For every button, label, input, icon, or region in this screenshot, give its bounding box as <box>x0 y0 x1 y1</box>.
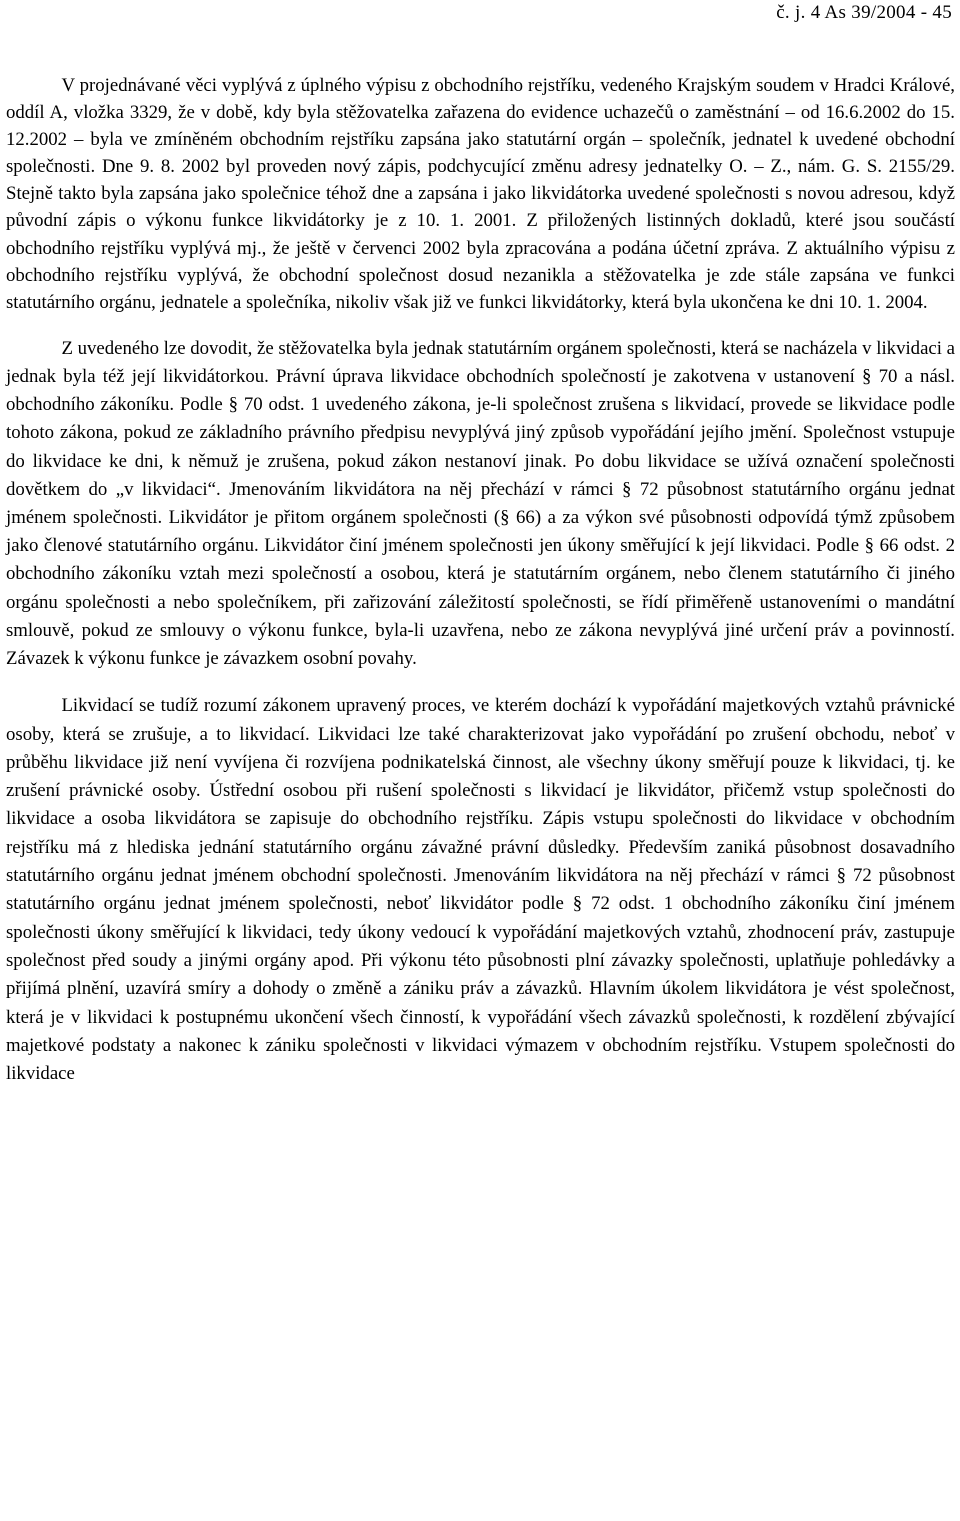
case-reference: č. j. 4 As 39/2004 - 45 <box>776 2 952 23</box>
document-body <box>6 72 955 1088</box>
paragraph-2: Z uvedeného lze dovodit, že stěžovatelka byla jednak statutárním orgánem společnosti, která se nacházela v likvidaci a jednak byla též její likvidátorkou. Právní úprava likvidace obchodních společností je zakotvena v ustanovení § 70 a násl. obchodního zákoníku. Podle § 70 odst. 1 uvedeného zákona, je-li společnost zrušena s likvidací, provede se likvidace podle tohoto zákona, pokud ze základního právního předpisu nevyplývá jiný způsob vypořádání jejího jmění. Společnost vstupuje do likvidace ke dni, k němuž je zrušena, pokud zákon nestanoví jinak. Po dobu likvidace se užívá označení společnosti dovětkem do „v likvidaci“. Jmenováním likvidátora na něj přechází v rámci § 72 působnost statutárního orgánu jednat jménem společnosti. Likvidátor je přitom orgánem společnosti (§ 66) a za výkon své působnosti odpovídá týmž způsobem jako členové statutárního orgánu. Likvidátor činí jménem společnosti jen úkony směřující k její likvidaci. Podle § 66 odst. 2 obchodního zákoníku vztah mezi společností a osobou, která je statutárním orgánem, nebo členem statutárního či jiného orgánu společnosti a nebo společníkem, při zařizování záležitostí společnosti, se řídí přiměřeně ustanoveními o mandátní smlouvě, pokud ze smlouvy o výkonu funkce, byla-li uzavřena, nebo ze zákona nevyplývá jiné určení práv a povinností. Závazek k výkonu funkce je závazkem osobní povahy. <box>6 337 955 670</box>
paragraph-1: V projednávané věci vyplývá z úplného výpisu z obchodního rejstříku, vedeného Krajským soudem v Hradci Králové, oddíl A, vložka 3329, že v době, kdy byla stěžovatelka zařazena do evidence uchazečů o zaměstnání – od 16.6.2002 do 15. 12.2002 – byla ve zmíněném obchodním rejstříku zapsána jako statutární orgán – společník, jednatel k uvedené obchodní společnosti. Dne 9. 8. 2002 byl proveden nový zápis, podchycující změnu adresy jednatelky O. – Z., nám. G. S. 2155/29. Stejně takto byla zapsána jako společnice téhož dne a zapsána i jako likvidátorka uvedené společnosti s novou adresou, když původní zápis o výkonu funkce likvidátorky je z 10. 1. 2001. Z přiložených listinných dokladů, které jsou součástí obchodního rejstříku vyplývá mj., že ještě v červenci 2002 byla zpracována a podána účetní zpráva. Z aktuálního výpisu z obchodního rejstříku vyplývá, že obchodní společnost dosud nezanikla a stěžovatelka je zde stále zapsána ve funkci statutárního orgánu, jednatele a společníka, nikoliv však již ve funkci likvidátorky, která byla ukončena ke dni 10. 1. 2004. <box>6 75 955 313</box>
paragraph-3: Likvidací se tudíž rozumí zákonem upravený proces, ve kterém dochází k vypořádání majetkových vztahů právnické osoby, která se zrušuje, a to likvidací. Likvidaci lze také charakterizovat jako vypořádání po zrušení obchodu, neboť v průběhu likvidace již není vyvíjena či rozvíjena podnikatelská činnost, ale všechny úkony směřují pouze k likvidaci, tj. ke zrušení právnické osoby. Ústřední osobou při rušení společnosti s likvidací je likvidátor, přičemž vstup společnosti do likvidace a osoba likvidátora se zapisuje do obchodního rejstříku. Zápis vstupu společnosti do likvidace v obchodním rejstříku má z hlediska jednání statutárního orgánu závažné právní důsledky. Především zaniká působnost dosavadního statutárního orgánu jednat jménem obchodní společnosti. Jmenováním likvidátora na něj přechází v rámci § 72 působnost statutárního orgánu jednat jménem společnosti, neboť likvidátor podle § 72 odst. 1 obchodního zákoníku činí jménem společnosti úkony směřující k likvidaci, tedy úkony vedoucí k vypořádání majetkových vztahů, zhodnocení práv, zastupuje společnost před soudy a jinými orgány apod. Při výkonu této působnosti plní závazky společnosti, uplatňuje pohledávky a přijímá plnění, uzavírá smíry a dohody o změně a zániku práv a závazků. Hlavním úkolem likvidátora je vést společnost, která je v likvidaci k postupnému ukončení všech činností, k vypořádání všech závazků společnosti, k rozdělení zbývající majetkové podstaty a nakonec k zániku společnosti v likvidaci výmazem v obchodním rejstříku. Vstupem společnosti do likvidace <box>6 695 955 1085</box>
